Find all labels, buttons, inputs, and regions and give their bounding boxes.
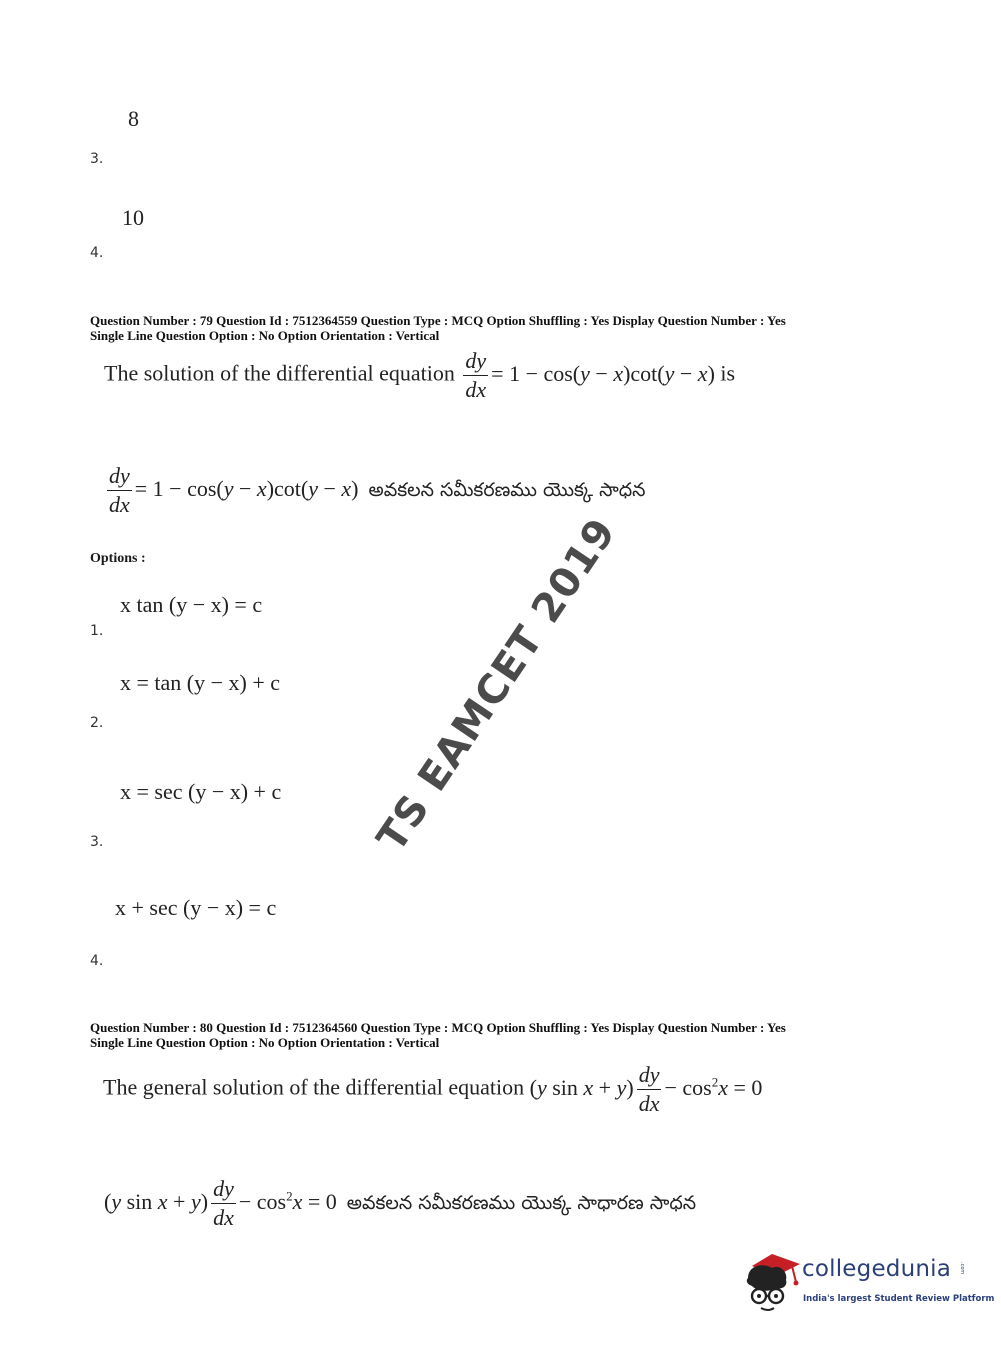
logo-name: collegedunia — [802, 1256, 952, 1282]
mascot-icon — [742, 1250, 804, 1316]
q80-telugu-equation: (y sin x + y) $\frac{dy}{dx}$ − $\cos^2x = 0$ — [104, 1176, 337, 1230]
q79-telugu-words: అవకలన సమీకరణము యొక్క సాధన — [368, 478, 646, 501]
q79-option-1-number: 1. — [90, 623, 104, 639]
collegedunia-logo[interactable] — [742, 1250, 995, 1316]
q80-english-prefix: The general solution of the differential equation — [103, 1074, 525, 1100]
q80-english-text — [103, 1064, 762, 1115]
watermark: TS EAMCET 2019 — [368, 509, 626, 861]
q79-option-4-value: x + sec (y − x) = c — [115, 895, 277, 920]
logo-tagline: India's largest Student Review Platform — [803, 1294, 995, 1304]
q79-option-3-value: x = sec (y − x) + c — [120, 779, 282, 804]
q79-options-label: Options : — [90, 551, 146, 566]
q79-english-prefix: The solution of the differential equation — [104, 360, 455, 386]
q79-equation: $\frac{dy}{dx}$ = 1 − cos(y − x)cot(y − x) — [465, 348, 715, 402]
q80-meta-line2: Single Line Question Option : No Option Orientation : Vertical — [90, 1035, 440, 1050]
q79-option-1-value: x tan (y − x) = c — [120, 592, 263, 617]
q79-telugu-text — [104, 465, 646, 516]
prev-option-4-number: 4. — [90, 245, 104, 261]
q79-meta-line2: Single Line Question Option : No Option Orientation : Vertical — [90, 328, 440, 343]
q79-option-3-number: 3. — [90, 834, 104, 850]
q79-option-2-number: 2. — [90, 715, 104, 731]
q79-option-2-value: x = tan (y − x) + c — [120, 670, 281, 695]
q79-meta-line1: Question Number : 79 Question Id : 7512364559 Question Type : MCQ Option Shuffling : Yes Display Question Number : Yes — [90, 313, 786, 328]
q79-english-text — [104, 350, 735, 401]
prev-option-3-value: 8 — [128, 106, 139, 131]
q80-equation: (y sin x + y) $\frac{dy}{dx}$ − $\cos^2x = 0$ — [529, 1062, 763, 1116]
prev-option-4-value: 10 — [122, 205, 144, 230]
q80-telugu-text — [104, 1178, 696, 1229]
prev-option-3-number: 3. — [90, 151, 104, 167]
q79-telugu-equation: $\frac{dy}{dx}$ = 1 − cos(y − x)cot(y − x) — [109, 463, 359, 517]
q79-english-suffix: is — [720, 360, 736, 386]
logo-suffix: .com — [959, 1262, 965, 1275]
q80-meta-line1: Question Number : 80 Question Id : 7512364560 Question Type : MCQ Option Shuffling : Yes Display Question Number : Yes — [90, 1020, 786, 1035]
q79-option-4-number: 4. — [90, 953, 104, 969]
q80-telugu-words: అవకలన సమీకరణము యొక్క సాధారణ సాధన — [346, 1191, 697, 1214]
